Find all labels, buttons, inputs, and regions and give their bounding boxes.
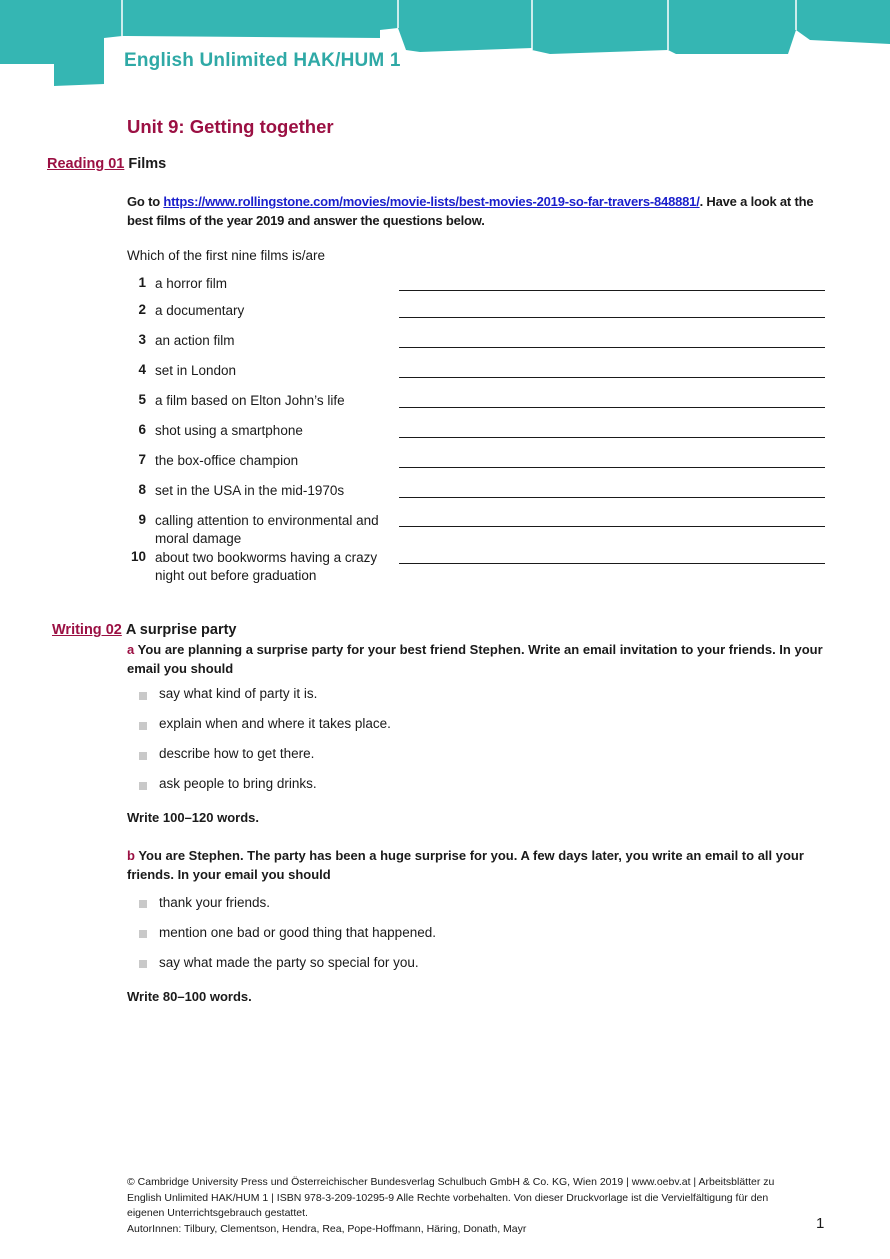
unit-title: Unit 9: Getting together [127,116,334,137]
question-text: the box-office champion [155,453,299,468]
bullet-square-icon [139,782,147,790]
task-b-letter: b [127,848,135,863]
answer-line[interactable] [399,317,825,318]
answer-line[interactable] [399,467,825,468]
question-text: calling attention to environmental and moral damage [155,513,379,546]
answer-line[interactable] [399,497,825,498]
instruction-post: . Have a look at the best films of the year 2019 and answer the questions below. [127,194,814,228]
question-number: 10 [130,549,146,564]
reading-instruction [127,192,827,230]
book-title: English Unlimited HAK/HUM 1 [124,50,401,71]
task-a-letter: a [127,642,135,657]
answer-line[interactable] [399,526,825,527]
reading-label: Reading 01 [47,156,125,172]
task-a-instruction [127,641,827,678]
bullet-text: say what made the party so special for you. [159,955,419,970]
question-number: 8 [138,482,146,497]
answer-line[interactable] [399,437,825,438]
writing-label: Writing 02 [52,622,122,638]
footer-line: English Unlimited HAK/HUM 1 | ISBN 978-3-209-10295-9 Alle Rechte vorbehalten. Von dieser Druckvorlage ist die Vervielfältigung für den [127,1191,769,1204]
bullet-square-icon [139,930,147,938]
reading-prompt: Which of the first nine films is/are [127,248,326,263]
page-number: 1 [816,1215,825,1232]
bullet-square-icon [139,960,147,968]
answer-line[interactable] [399,347,825,348]
bullet-square-icon [139,900,147,908]
question-text: an action film [155,333,235,348]
question-text: a film based on Elton John’s life [155,393,345,408]
task-a-text: You are planning a surprise party for your best friend Stephen. Write an email invitation to your friends. In your email you should [127,642,823,676]
question-number: 1 [138,275,146,290]
bullet-square-icon [139,692,147,700]
writing-title: A surprise party [125,622,237,638]
question-text: a horror film [155,276,228,291]
bullet-text: mention one bad or good thing that happened. [159,925,436,940]
writing-section-header [52,622,237,638]
question-text: set in London [155,363,237,378]
question-number: 2 [138,302,146,317]
task-b-text: You are Stephen. The party has been a huge surprise for you. A few days later, you write an email to all your friends. In your email you should [127,848,804,882]
bullet-text: say what kind of party it is. [159,686,318,701]
question-number: 4 [138,362,146,377]
bullet-text: ask people to bring drinks. [159,776,317,791]
reading-section-header [47,156,166,172]
reading-title: Films [128,156,167,172]
footer-line: eigenen Unterrichtsgebrauch gestattet. [127,1207,308,1219]
bullet-text: describe how to get there. [159,746,315,761]
question-number: 9 [138,512,146,527]
task-b-instruction [127,847,827,884]
task-b-word-count: Write 80–100 words. [127,989,252,1004]
question-text: a documentary [155,303,245,318]
question-number: 7 [138,452,146,467]
footer-line: AutorInnen: Tilbury, Clementson, Hendra, Rea, Pope-Hoffmann, Häring, Donath, Mayr [127,1222,527,1235]
bullet-square-icon [139,752,147,760]
footer-line: © Cambridge University Press und Österreichischer Bundesverlag Schulbuch GmbH & Co. KG, Wien 2019 | www.oebv.at | Arbeitsblätter zu [127,1176,775,1188]
header-banner [0,0,890,90]
bullet-square-icon [139,722,147,730]
question-text: shot using a smartphone [155,423,303,438]
bullet-text: explain when and where it takes place. [159,716,391,731]
answer-line[interactable] [399,563,825,564]
bullet-text: thank your friends. [159,895,271,910]
instruction-pre: Go to [127,194,164,209]
question-text: about two bookworms having a crazy night out before graduation [155,550,378,583]
question-number: 6 [138,422,146,437]
question-number: 5 [138,392,146,407]
task-a-word-count: Write 100–120 words. [127,810,259,825]
banner-shapes [0,0,890,90]
movies-link[interactable]: https://www.rollingstone.com/movies/movie-lists/best-movies-2019-so-far-travers-848881/ [163,194,700,209]
answer-line[interactable] [399,407,825,408]
question-number: 3 [138,332,146,347]
question-text: set in the USA in the mid-1970s [155,483,345,498]
answer-line[interactable] [399,377,825,378]
copyright-footer [127,1175,817,1237]
answer-line[interactable] [399,290,825,291]
